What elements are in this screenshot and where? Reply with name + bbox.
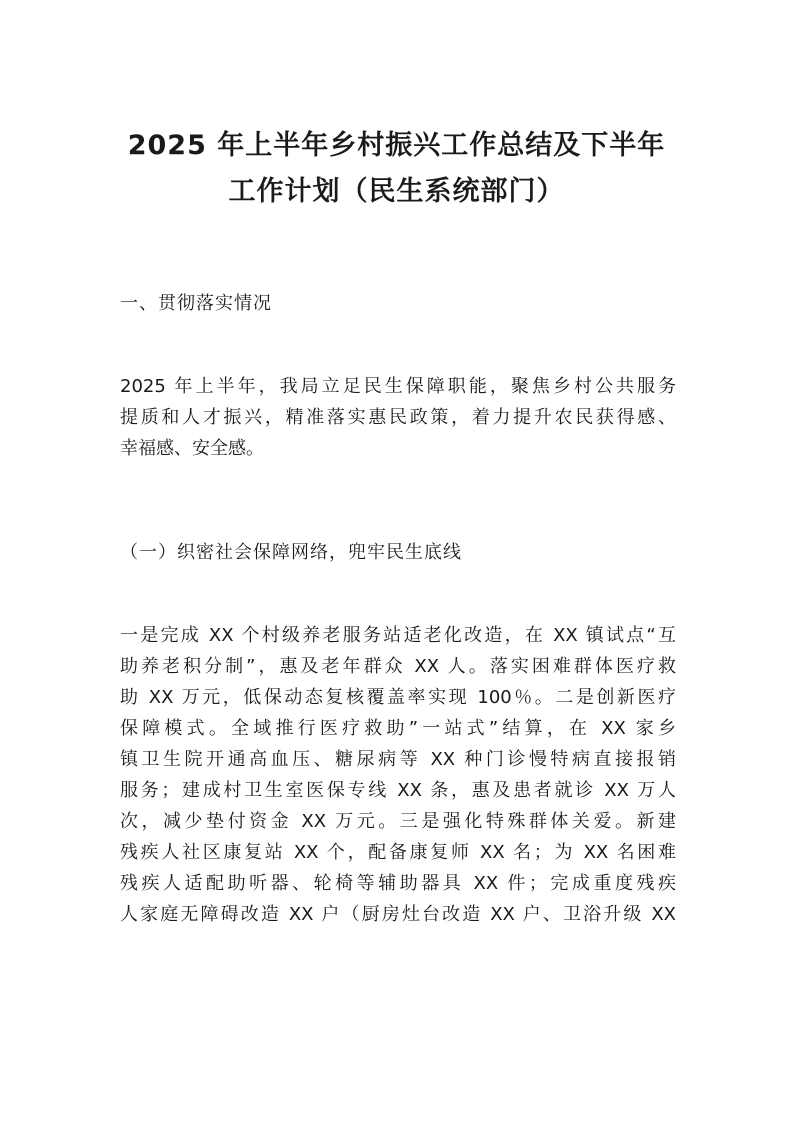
paragraph-line: 2025 年上半年，我局立足民生保障职能，聚焦乡村公共服务 [120,376,676,397]
subsection-heading-social-security: （一）织密社会保障网络，兜牢民生底线 [120,542,462,563]
paragraph-line: 助养老积分制”，惠及老年群众 XX 人。落实困难群体医疗救 [120,656,676,677]
paragraph-line: 提质和人才振兴，精准落实惠民政策，着力提升农民获得感、 [120,407,676,428]
paragraph-line: 服务；建成村卫生室医保专线 XX 条，惠及患者就诊 XX 万人 [120,780,676,801]
paragraph-line: 次，减少垫付资金 XX 万元。三是强化特殊群体关爱。新建 [120,811,676,832]
paragraph-line: 一是完成 XX 个村级养老服务站适老化改造，在 XX 镇试点“互 [120,625,676,646]
paragraph-line: 残疾人社区康复站 XX 个，配备康复师 XX 名；为 XX 名困难 [120,842,676,863]
paragraph-line: 助 XX 万元，低保动态复核覆盖率实现 100％。二是创新医疗 [120,687,676,708]
document-title-line-2: 工作计划（民生系统部门） [228,176,565,207]
document-title-line-1: 2025 年上半年乡村振兴工作总结及下半年 [127,130,666,161]
intro-paragraph [120,371,676,464]
paragraph-line: 人家庭无障碍改造 XX 户（厨房灶台改造 XX 户、卫浴升级 XX [120,904,676,925]
paragraph-line: 保障模式。全域推行医疗救助”一站式”结算，在 XX 家乡 [120,718,676,739]
paragraph-line: 幸福感、安全感。 [120,438,264,459]
social-security-paragraph [120,620,676,930]
section-heading-implementation: 一、贯彻落实情况 [120,293,272,314]
paragraph-line: 镇卫生院开通高血压、糖尿病等 XX 种门诊慢特病直接报销 [120,749,676,770]
paragraph-line: 残疾人适配助听器、轮椅等辅助器具 XX 件；完成重度残疾 [120,873,676,894]
